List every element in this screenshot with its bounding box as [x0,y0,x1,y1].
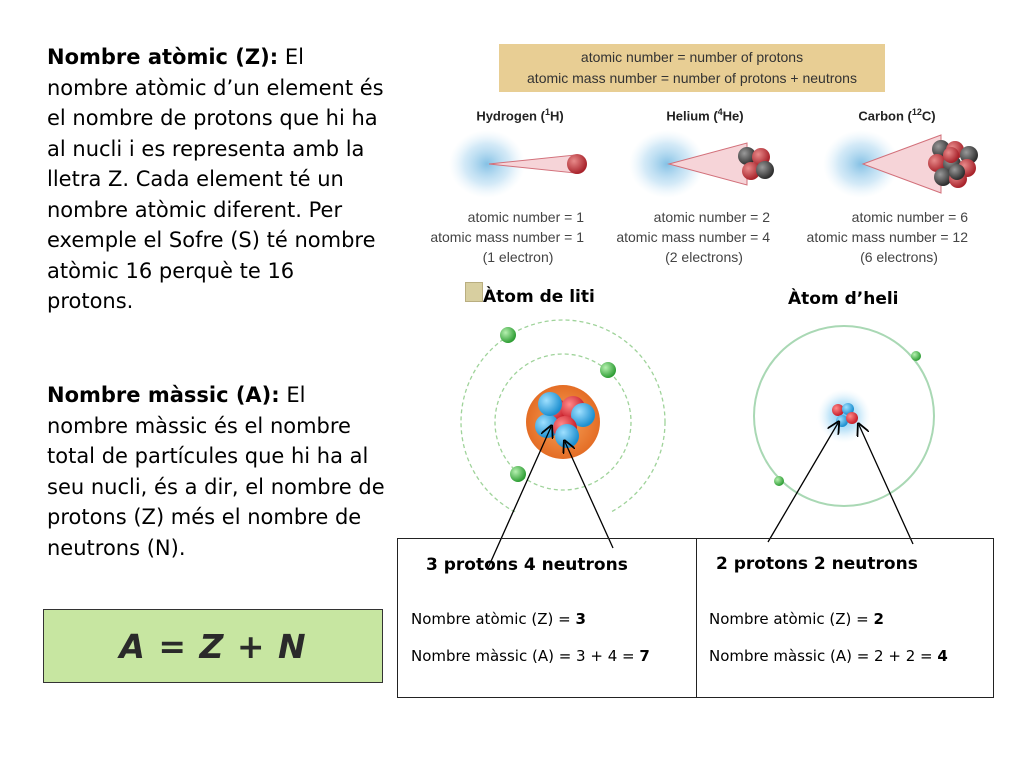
definition-box [499,44,885,92]
atom-illustrations [425,125,1005,205]
definition-line-1: atomic number = number of protons [580,49,804,65]
atomic-number-paragraph [47,42,387,317]
definition-line-2: atomic mass number = number of protons + neutrons [527,70,857,86]
helium-info: atomic number = 2 atomic mass number = 4 (2 electrons) [616,209,770,265]
lithium-particle-counts: 3 protons 4 neutrons [426,555,628,575]
atomic-number-colon: : [269,45,279,69]
helium-particle-counts: 2 protons 2 neutrons [716,554,918,574]
lithium-mass-number: Nombre màssic (A) = 3 + 4 = 7 [411,647,650,665]
helium-atom-title: Àtom d’heli [788,289,899,309]
carbon-info: atomic number = 6 atomic mass number = 12 (6 electrons) [806,209,968,265]
table-divider [696,538,697,698]
helium-title: Helium ($^4$He) [666,107,744,124]
helium-atomic-number: Nombre atòmic (Z) = 2 [709,610,884,628]
formula-text: A = Z + N [119,626,307,666]
carbon-title: Carbon ($^{12}$C) [858,107,936,124]
helium-illustration [629,130,774,198]
atomic-number-body: El nombre atòmic d’un element és el nombre de protons que hi ha al nucli i es representa amb la lletra Z. Cada element té un nombre atòmic diferent. Per exemple el Sofre (S) té nombre atòmic 16 perquè te 16 protons. [47,45,384,313]
lithium-atom-title: Àtom de liti [483,287,595,307]
helium-mass-number: Nombre màssic (A) = 2 + 2 = 4 [709,647,948,665]
carbon-illustration [823,130,978,198]
thumbnail-marker [465,282,483,302]
mass-number-paragraph [47,380,387,563]
hydrogen-title: Hydrogen ($^1$H) [476,107,564,124]
hydrogen-illustration [449,130,587,198]
mass-number-body: El nombre màssic és el nombre total de partícules que hi ha al seu nucli, és a dir, el nombre de protons (Z) més el nombre de neutrons (N). [47,383,385,560]
formula-box [43,609,383,683]
mass-number-heading: Nombre màssic (A): [47,383,280,407]
atomic-number-heading: Nombre atòmic (Z) [47,45,270,69]
hydrogen-info: atomic number = 1 atomic mass number = 1 (1 electron) [430,209,584,265]
lithium-atomic-number: Nombre atòmic (Z) = 3 [411,610,586,628]
